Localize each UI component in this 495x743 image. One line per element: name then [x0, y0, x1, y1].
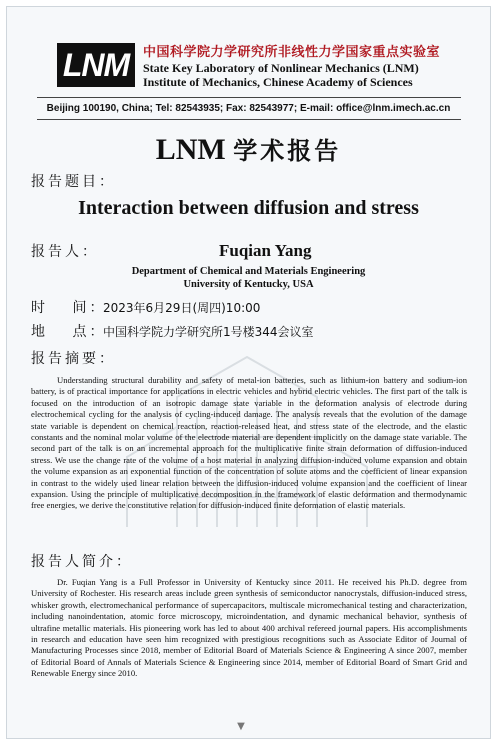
time-value: 2023年6月29日(周四)10:00	[103, 301, 261, 315]
talk-subject: Interaction between diffusion and stress	[78, 197, 419, 219]
abstract-label: 报告摘要：	[31, 351, 116, 367]
poster-title	[7, 131, 490, 167]
chevron-down-icon[interactable]: ▼	[237, 721, 245, 732]
speaker-department: Department of Chemical and Materials Engineering	[131, 266, 366, 277]
bio-label: 报告人简介：	[31, 554, 133, 570]
speaker-name: Fuqian Yang	[219, 241, 312, 260]
lnm-logo: LNM	[57, 43, 135, 87]
header-divider	[37, 97, 461, 98]
lab-name-chinese: 中国科学院力学研究所非线性力学国家重点实验室	[143, 45, 441, 60]
seminar-poster	[6, 6, 491, 739]
bio-text: Dr. Fuqian Yang is a Full Professor in University of Kentucky since 2011. He received his Ph.D. degree from University of Rochester. His research areas include green synthesis of semiconductor nanocrystals, diffusion-induced stress, whisker growth, electromechanical performance of supercapacitors, multiscale micromechanical testing and characterization, including nanoindentation, atomic force microscopy, microindentation, and dynamic mechanical behavior, synthesis of ultrafine metallic materials. His pioneering work has led to about 400 archival refereed journal papers. His accomplishments in research and education have seen him recognized with prestigious recognitions such as Associate Editor of Journal of Manufacturing Processes since 2018, member of Editorial Board of Materials Science & Engineering A since 2007, member of Editorial Board of Annals of Materials Science & Engineering since 2014, member of Editorial Board of Smart Grid and Renewable Energy since 2010.	[31, 577, 467, 679]
abstract-text: Understanding structural durability and safety of metal-ion batteries, such as lithium-ion battery and sodium-ion battery, is of practical importance for applications in electric vehicles and hybrid electric vehicles. The first part of the talk is focused on the introduction of an isotropic damage state variable in the deformation analysis of electrode during electrochemical cycling for the analysis of cycling-induced damage. The analysis reveals that the evolution of the damage state variable is dependent on chemical reaction, reaction-released heat, and stress state of the electrode, and the elastic constants and the nominal molar volume of the electrode material are dependent implicitly on the damage state variable. The second part of the talk is on an incremental approach for the multiplicative finite strain deformation of diffusion-induced stress. We use the change rate of the volume of a host material in analyzing diffusion-induced volume expansion and obtain the volume expansion as an exponential function of the concentration of solute atoms and the coefficient of linear expansion in contrast to the widely used linear relation between the diffusion-induced volume expansion and the coefficient of linear expansion. Using the principle of multiplicative decomposition in the framework of elastic deformation and thermodynamic free energies, we derive the constitutive relation for diffusion-induced finite deformation of elastic materials.	[31, 375, 467, 511]
contact-info: Beijing 100190, China; Tel: 82543935; Fax: 82543977; E-mail: office@lnm.imech.ac.cn	[46, 103, 451, 114]
lab-header	[7, 31, 490, 91]
subject-label: 报告题目：	[31, 174, 116, 190]
speaker-label: 报告人：	[31, 244, 99, 260]
institute-name-english: Institute of Mechanics, Chinese Academy of Sciences	[143, 75, 413, 89]
place-label: 地 点：	[31, 324, 107, 340]
time-label: 时 间：	[31, 300, 107, 316]
place-value: 中国科学院力学研究所1号楼344会议室	[103, 325, 314, 339]
speaker-university: University of Kentucky, USA	[183, 279, 314, 290]
poster-title-prefix: LNM	[155, 133, 226, 166]
poster-title-suffix: 学术报告	[233, 137, 342, 165]
lab-name-english: State Key Laboratory of Nonlinear Mechanics (LNM)	[143, 61, 419, 75]
contact-divider	[37, 119, 461, 120]
